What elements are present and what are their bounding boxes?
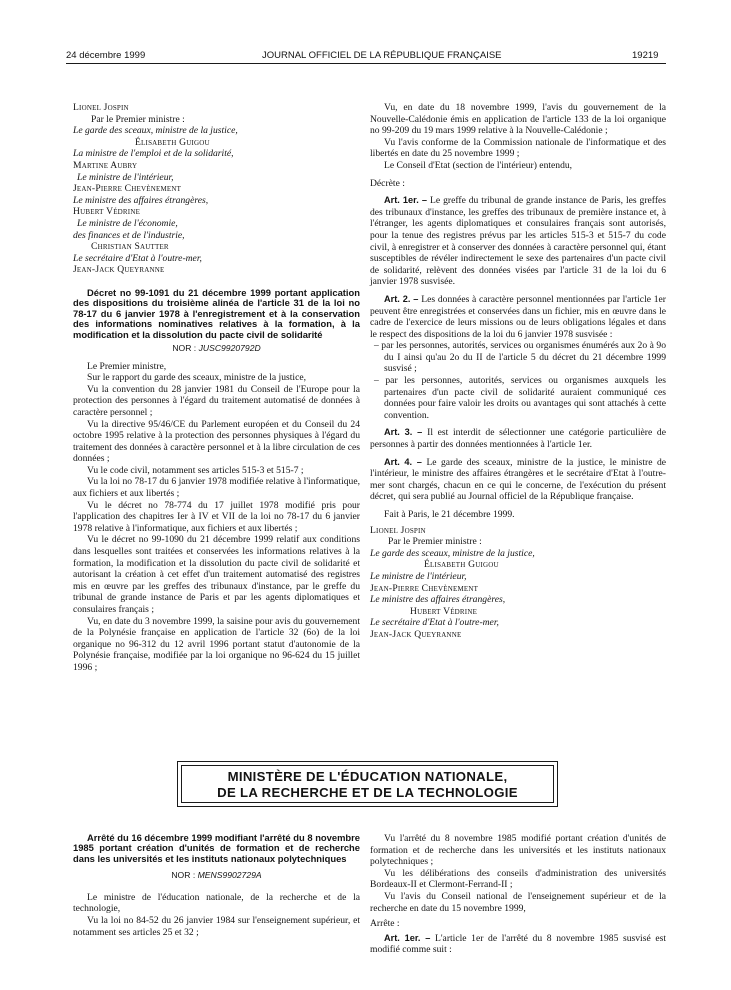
visa-paragraph: Vu la directive 95/46/CE du Parlement européen et du Conseil du 24 octobre 1995 relative à la protection des personnes physiques à l'égard du traitement des données à caractère personnel et à la libre circulation de ces données ; [73, 418, 360, 465]
decret-nor-value: JUSC9920792D [198, 342, 261, 353]
visa-paragraph: Vu le décret no 78-774 du 17 juillet 1978 modifié pris pour l'application des chapitres Ier à IV et VII de la loi no 78-17 du 6 janvier 1978 relative à l'informatique, aux fichiers et aux libertés ; [73, 499, 360, 534]
decret-dash-list [370, 340, 666, 421]
decret-articles [370, 195, 666, 340]
previous-signature-line: Par le Premier ministre : [91, 113, 185, 125]
ministry-box-inner [181, 765, 554, 803]
previous-signature-line: Le secrétaire d'Etat à l'outre-mer, [73, 252, 202, 264]
previous-signature-line: Hubert Védrine [73, 206, 141, 218]
visa-paragraph: Vu le code civil, notamment ses articles 515-3 et 515-7 ; [87, 464, 304, 476]
decret-signature-line: Jean-Jack Queyranne [370, 628, 462, 640]
visa-paragraph: Vu, en date du 3 novembre 1999, la saisine pour avis du gouvernement de la Polynésie française en application de l'article 32 (6o) de la loi organique no 96-312 du 12 avril 1996 portant statut d'autonomie de la Polynésie française, modifiée par la loi organique no 96-624 du 15 juillet 1996 ; [73, 615, 360, 673]
header-journal-title: JOURNAL OFFICIEL DE LA RÉPUBLIQUE FRANÇAISE [262, 50, 502, 61]
previous-signatures [73, 102, 360, 276]
arrete-nor-label: NOR : [171, 870, 196, 881]
arrete-article-1-text: L'article 1er de l'arrêté du 8 novembre 1985 susvisé est modifié comme suit : [370, 932, 666, 956]
arrete-heading: Arrête : [370, 918, 400, 930]
article-label: Art. 4. – [384, 456, 427, 467]
article-label: Art. 2. – [384, 293, 422, 304]
arrete-paragraph: Vu l'avis du Conseil national de l'enseignement supérieur et de la recherche en date du 15 novembre 1999, [370, 890, 666, 914]
right-column [370, 102, 666, 641]
visa-paragraph: Vu la convention du 28 janvier 1981 du Conseil de l'Europe pour la protection des personnes à l'égard du traitement automatisé de données à caractère personnel ; [73, 383, 360, 418]
visa-paragraph: Vu le décret no 99-1090 du 21 décembre 1999 relatif aux conditions dans lesquelles sont traitées et conservées les informations relatives à la formation, la modification et la dissolution du pacte civil de solidarité et autorisant la création à cet effet d'un traitement automatisé des registres mis en œuvre par les greffes des tribunaux d'instance, par le greffe du tribunal de grande instance de Paris et par les agents diplomatiques et consulaires français ; [73, 534, 360, 615]
ministry-line-2: DE LA RECHERCHE ET DE LA TECHNOLOGIE [217, 785, 518, 800]
fait-a-paris: Fait à Paris, le 21 décembre 1999. [384, 509, 515, 520]
decret-signature-line: Hubert Védrine [410, 605, 478, 617]
arrete-article-1 [370, 933, 666, 956]
dash-item: – par les personnes, autorités, services ou organismes auxquels les partenaires d'un pacte civil de solidarité auraient communiqué ces données pour faire valoir les droits ou avantages qui sont attachés à cette convention. [374, 375, 666, 421]
arrete-nor [73, 870, 360, 882]
decret-signature-line: Le ministre des affaires étrangères, [370, 594, 506, 606]
previous-signature-line: Le ministre de l'économie, [77, 217, 178, 229]
decret-nor-label: NOR : [172, 342, 197, 353]
arrete-paragraph: Vu les délibérations des conseils d'administration des universités Bordeaux-II et Clermont-Ferrand-II ; [370, 867, 666, 891]
article-label: Art. 1er. – [384, 195, 431, 206]
previous-signature-line: Élisabeth Guigou [135, 136, 210, 148]
previous-signature-line: des finances et de l'industrie, [73, 229, 185, 241]
previous-signature-line: Martine Aubry [73, 159, 138, 171]
previous-signature-line: La ministre de l'emploi et de la solidarité, [73, 148, 234, 160]
decret-visas-left [73, 361, 360, 674]
decret-signature-line: Le ministre de l'intérieur, [370, 570, 467, 582]
previous-signature-line: Christian Sautter [91, 241, 169, 253]
previous-signature-line: Jean-Jack Queyranne [73, 264, 165, 276]
arrete-visas-right [370, 833, 666, 914]
arrete-article-1-label: Art. 1er. – [384, 932, 431, 943]
arrete-nor-value: MENS9902729A [197, 870, 262, 881]
decret-signature-line: Le secrétaire d'Etat à l'outre-mer, [370, 617, 499, 629]
article [370, 427, 666, 450]
decret-signature-line: Jean-Pierre Chevènement [370, 582, 479, 594]
decret-signature-line: Élisabeth Guigou [424, 559, 499, 571]
arrete-visas-left [73, 892, 360, 938]
decret-signature-line: Le garde des sceaux, ministre de la justice, [370, 547, 535, 559]
decrete-heading: Décrète : [370, 177, 405, 189]
decret-signature-line: Par le Premier ministre : [388, 536, 482, 548]
visa-paragraph: Le Conseil d'Etat (section de l'intérieur) entendu, [384, 159, 573, 171]
decret-title: Décret no 99-1091 du 21 décembre 1999 portant application des dispositions du troisième alinéa de l'article 31 de la loi no 78-17 du 6 janvier 1978 à l'enregistrement et à la conservation des informations nominatives relatives à la formation, à la modification et la dissolution du pacte civil de solidarité [73, 286, 360, 340]
arrete-paragraph: Vu l'arrêté du 8 novembre 1985 modifié portant création d'unités de formation et de recherche dans les universités et les instituts nationaux polytechniques ; [370, 833, 666, 868]
article [370, 294, 666, 340]
arrete-paragraph: Vu la loi no 84-52 du 26 janvier 1984 sur l'enseignement supérieur, et notamment ses articles 25 et 32 ; [73, 915, 360, 938]
previous-signature-line: Le garde des sceaux, ministre de la justice, [73, 125, 238, 137]
article-text: Le greffe du tribunal de grande instance de Paris, les greffes des tribunaux d'instance, les greffes des tribunaux de première instance et, à l'étranger, les agents diplomatiques et consulaires français sont autorisés, pour la tenue des registres prévus par les articles 515-3 et 515-7 du code civil, à enregistrer et à conserver des données à caractère personnel qui, étant susceptibles de révéler indirectement le sexe des partenaires d'un pacte civil de solidarité, relèvent des données visées par l'article 31 de la loi du 6 janvier 1978 susvisée. [370, 195, 667, 288]
visa-paragraph: Le Premier ministre, [87, 360, 167, 372]
previous-signature-line: Lionel Jospin [73, 102, 129, 113]
left-column [73, 102, 360, 674]
decret-nor [73, 343, 360, 355]
article [370, 457, 666, 503]
previous-signature-line: Le ministre des affaires étrangères, [73, 194, 209, 206]
article-text: Le garde des sceaux, ministre de la justice, le ministre de l'intérieur, le ministre des affaires étrangères et le secrétaire d'Etat à l'outre-mer sont chargés, chacun en ce qui le concerne, de l'exécution du présent décret, qui sera publié au Journal officiel de la République française. [370, 456, 666, 503]
header-page-number: 19219 [632, 50, 659, 61]
arrete-right-column [370, 833, 666, 956]
arrete-left-column [73, 833, 360, 938]
previous-signature-line: Jean-Pierre Chevènement [73, 183, 182, 195]
decret-visas-right [370, 102, 666, 172]
visa-paragraph: Vu l'avis conforme de la Commission nationale de l'informatique et des libertés en date du 25 novembre 1999 ; [370, 136, 666, 160]
previous-signature-line: Le ministre de l'intérieur, [77, 171, 174, 183]
article [370, 195, 666, 288]
ministry-line-1: MINISTÈRE DE L'ÉDUCATION NATIONALE, [227, 769, 508, 784]
visa-paragraph: Vu la loi no 78-17 du 6 janvier 1978 modifiée relative à l'informatique, aux fichiers et aux libertés ; [73, 476, 360, 500]
dash-item: – par les personnes, autorités, services ou organismes énumérés aux 2o à 9o du I ainsi qu'au 2o du II de l'article 5 du décret du 21 décembre 1999 susvisé ; [374, 340, 666, 375]
article-text: Il est interdit de sélectionner une catégorie particulière de personnes à partir des données mentionnées à l'article 1er. [370, 427, 666, 451]
header-date: 24 décembre 1999 [66, 50, 146, 61]
visa-paragraph: Vu, en date du 18 novembre 1999, l'avis du gouvernement de la Nouvelle-Calédonie émis en application de l'article 133 de la loi organique no 99-209 du 19 mars 1999 relative à la Nouvelle-Calédonie ; [370, 102, 666, 137]
visa-paragraph: Sur le rapport du garde des sceaux, ministre de la justice, [87, 372, 306, 384]
article-text: Les données à caractère personnel mentionnées par l'article 1er peuvent être enregistrées et conservées dans un fichier, mis en œuvre dans le cadre de l'exercice de leurs missions ou de leurs obligations légales et dans le respect des dispositions de la loi du 6 janvier 1978 susvisée : [370, 293, 666, 340]
header-rule [66, 63, 666, 64]
arrete-paragraph: Le ministre de l'éducation nationale, de la recherche et de la technologie, [73, 891, 360, 915]
decret-signatures [370, 525, 666, 641]
decret-articles-after [370, 427, 666, 503]
ministry-box [177, 761, 558, 807]
article-label: Art. 3. – [384, 427, 428, 438]
decret-signature-line: Lionel Jospin [370, 524, 426, 536]
arrete-title: Arrêté du 16 décembre 1999 modifiant l'arrêté du 8 novembre 1985 portant création d'unités de formation et de recherche dans les universités et les instituts nationaux polytechniques [73, 832, 360, 864]
